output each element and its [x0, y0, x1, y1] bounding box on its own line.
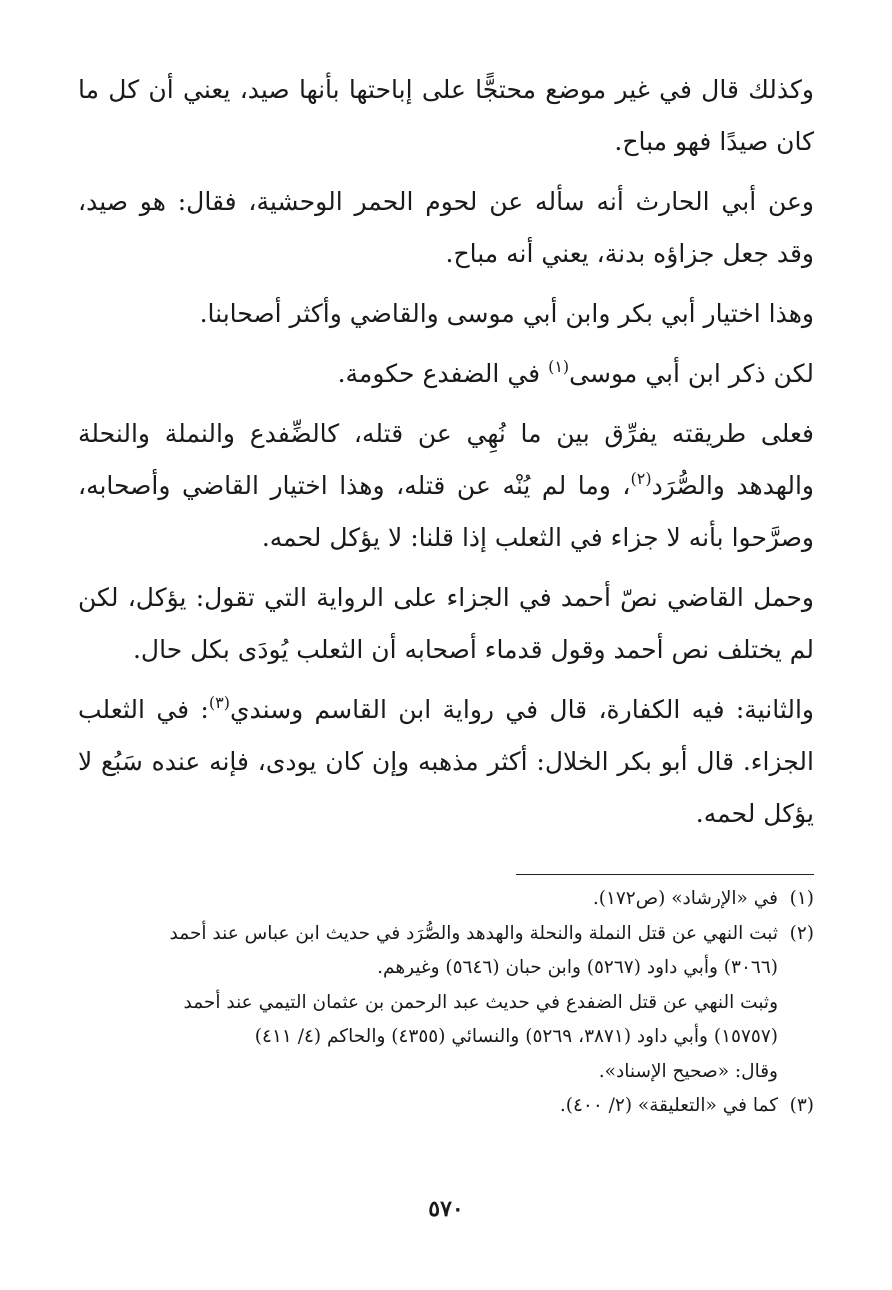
footnote-line: (٣٠٦٦) وأبي داود (٥٢٦٧) وابن حبان (٥٦٤٦) وغيرهم.: [377, 957, 778, 978]
footnote-line: وقال: «صحيح الإسناد».: [598, 1060, 778, 1082]
paragraph-4-text-a: لكن ذكر ابن أبي موسى: [569, 359, 814, 388]
footnote-line: (١٥٧٥٧) وأبي داود (٣٨٧١، ٥٢٦٩) والنسائي (٤٣٥٥) والحاكم (٤/ ٤١١): [254, 1026, 778, 1047]
paragraph-1-text: وكذلك قال في غير موضع محتجًّا على إباحتها بأنها صيد، يعني أن كل ما كان صيدًا فهو مباح.: [78, 75, 814, 156]
footnote-number: (٢): [789, 922, 814, 944]
footnote-ref-1[interactable]: (١): [548, 357, 570, 376]
footnote-separator: [516, 874, 814, 875]
footnote-number: (٣): [789, 1095, 814, 1116]
footnote-ref-3[interactable]: (٣): [208, 693, 230, 712]
footnote-3: [78, 1089, 814, 1124]
footnote-2: [78, 917, 814, 1090]
paragraph-6: [78, 572, 814, 676]
paragraph-4-text-b: في الضفدع حكومة.: [337, 359, 549, 388]
main-text: [78, 64, 814, 848]
footnote-body: [78, 1089, 778, 1124]
footnote-line: ثبت النهي عن قتل النملة والنحلة والهدهد والصُّرَد في حديث ابن عباس عند أحمد: [169, 922, 778, 944]
paragraph-1: [78, 64, 814, 168]
footnotes: [78, 882, 814, 1124]
paragraph-3-text: وهذا اختيار أبي بكر وابن أبي موسى والقاضي وأكثر أصحابنا.: [199, 299, 814, 328]
paragraph-5-text-b: ، وما لم يُنْه عن قتله، وهذا اختيار القاضي وأصحابه، وصرَّحوا بأنه لا جزاء في الثعلب إذا قلنا: لا يؤكل لحمه.: [78, 471, 814, 552]
footnote-body: [78, 917, 778, 1090]
paragraph-7-text-a: والثانية: فيه الكفارة، قال في رواية ابن القاسم وسندي: [229, 695, 814, 724]
paragraph-4: [78, 348, 814, 400]
paragraph-5-text-a: فعلى طريقته يفرِّق بين ما نُهِي عن قتله، كالضِّفدع والنملة والنحلة والهدهد والصُّرَد: [78, 419, 814, 500]
footnote-1: [78, 882, 814, 917]
footnote-number: (١): [789, 888, 814, 909]
paragraph-7-text-b: : في الثعلب الجزاء. قال أبو بكر الخلال: أكثر مذهبه وإن كان يودى، فإنه عنده سَبُع لا يؤكل لحمه.: [78, 695, 814, 828]
footnote-body: [78, 882, 778, 917]
footnote-line: وثبت النهي عن قتل الضفدع في حديث عبد الرحمن بن عثمان التيمي عند أحمد: [183, 991, 778, 1013]
paragraph-2: [78, 176, 814, 280]
paragraph-5: [78, 408, 814, 564]
paragraph-7: [78, 684, 814, 840]
footnote-ref-2[interactable]: (٢): [630, 469, 652, 488]
page-number: ٥٧٠: [428, 1196, 464, 1222]
footnote-line: في «الإرشاد» (ص١٧٢).: [592, 888, 778, 909]
footnote-line: كما في «التعليقة» (٢/ ٤٠٠).: [559, 1095, 778, 1116]
paragraph-6-text: وحمل القاضي نصّ أحمد في الجزاء على الرواية التي تقول: يؤكل، لكن لم يختلف نص أحمد وقول قدماء أصحابه أن الثعلب يُودَى بكل حال.: [78, 583, 814, 664]
paragraph-3: [78, 288, 814, 340]
paragraph-2-text: وعن أبي الحارث أنه سأله عن لحوم الحمر الوحشية، فقال: هو صيد، وقد جعل جزاؤه بدنة، يعني أنه مباح.: [78, 187, 814, 268]
